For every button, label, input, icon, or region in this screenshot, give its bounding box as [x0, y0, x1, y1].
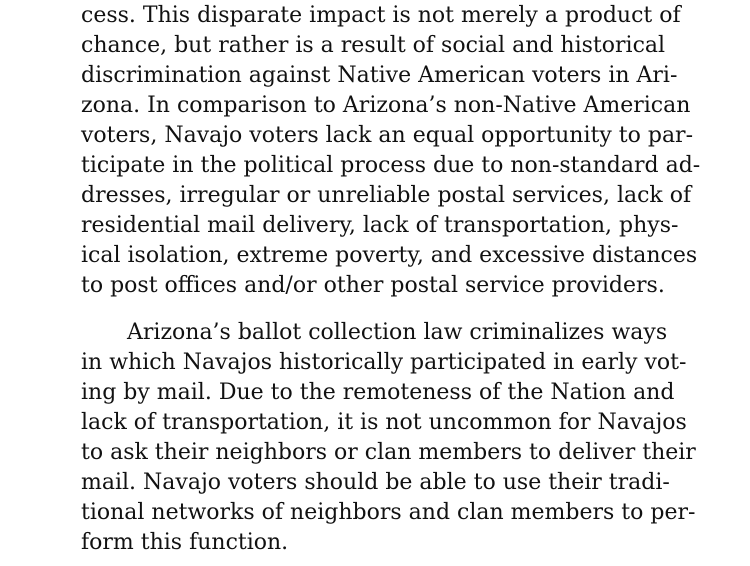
paragraph-line: residential mail delivery, lack of transportation, phys-: [81, 213, 679, 238]
paragraph-line: to post offices and/or other postal service providers.: [81, 273, 665, 298]
paragraph-line: cess. This disparate impact is not merely a product of: [81, 3, 681, 28]
paragraph-line: to ask their neighbors or clan members to deliver their: [81, 440, 696, 465]
paragraph-line: chance, but rather is a result of social and historical: [81, 33, 666, 58]
paragraph-line: zona. In comparison to Arizona’s non-Native American: [81, 93, 691, 118]
paragraph-line: voters, Navajo voters lack an equal opportunity to par-: [81, 123, 694, 148]
paragraph-line: tional networks of neighbors and clan members to per-: [81, 500, 696, 525]
paragraph-line: lack of transportation, it is not uncommon for Navajos: [81, 410, 687, 435]
paragraph-line: dresses, irregular or unreliable postal services, lack of: [81, 183, 692, 208]
paragraph-1: [81, 1, 701, 301]
paragraph-line: in which Navajos historically participated in early vot-: [81, 350, 687, 375]
paragraph-line: ical isolation, extreme poverty, and excessive distances: [81, 243, 698, 268]
paragraph-line: form this function.: [81, 530, 289, 555]
paragraph-line: ticipate in the political process due to non-standard ad-: [81, 153, 701, 178]
paragraph-line: ing by mail. Due to the remoteness of the Nation and: [81, 380, 675, 405]
paragraph-line: mail. Navajo voters should be able to use their tradi-: [81, 470, 670, 495]
paragraph-2: [81, 318, 696, 558]
paragraph-line: Arizona’s ballot collection law criminalizes ways: [127, 320, 668, 345]
paragraph-line: discrimination against Native American voters in Ari-: [81, 63, 678, 88]
